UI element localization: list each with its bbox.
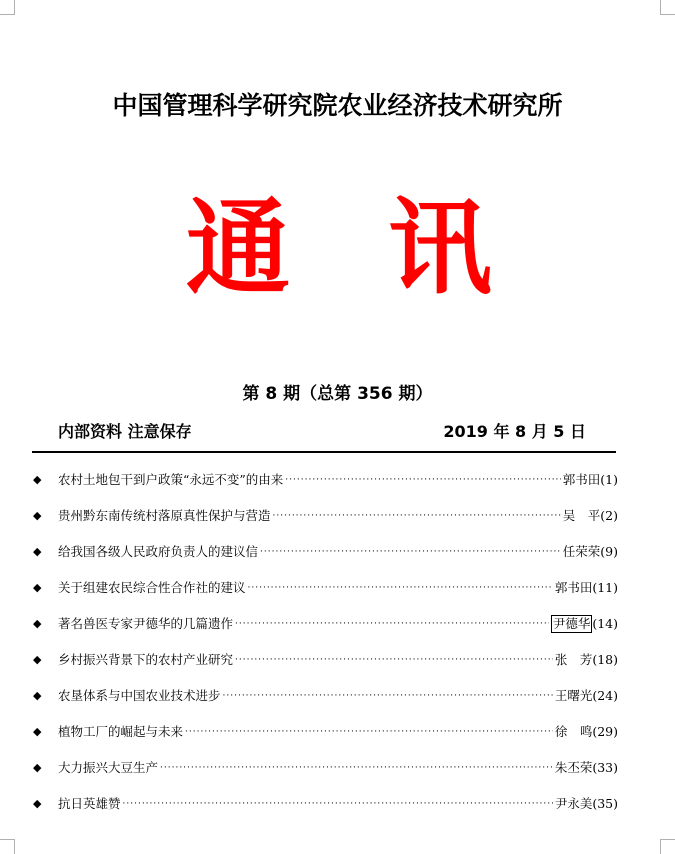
leader-dots [260, 542, 561, 562]
publication-date: 2019 年 8 月 5 日 [443, 422, 586, 441]
toc-item[interactable] [33, 578, 618, 598]
diamond-bullet-icon: ◆ [33, 509, 42, 522]
toc-item[interactable] [33, 686, 618, 706]
crop-mark-top-left [0, 0, 15, 15]
leader-dots [235, 614, 549, 634]
toc-item-page: (1) [600, 472, 618, 487]
toc-item[interactable] [33, 758, 618, 778]
toc-item-title: 著名兽医专家尹德华的几篇遗作 [58, 616, 234, 631]
crop-mark-bottom-left [0, 839, 15, 854]
toc-item-title: 植物工厂的崛起与未来 [58, 724, 184, 739]
toc-item-title: 乡村振兴背景下的农村产业研究 [58, 652, 234, 667]
toc-item[interactable] [33, 470, 618, 490]
diamond-bullet-icon: ◆ [33, 545, 42, 558]
toc-item-author: 任荣荣 [562, 544, 601, 559]
leader-dots [223, 686, 553, 706]
leader-dots [123, 794, 553, 814]
toc-item-title: 农村土地包干到户政策“永远不变”的由来 [58, 472, 284, 487]
toc-item-title: 给我国各级人民政府负责人的建议信 [58, 544, 259, 559]
diamond-bullet-icon: ◆ [33, 617, 42, 630]
crop-mark-top-right [660, 0, 675, 15]
toc-item-author: 吴 平 [562, 508, 601, 523]
leader-dots [248, 578, 553, 598]
toc-item-author: 徐 鸣 [554, 724, 593, 739]
toc-item-page: (29) [592, 724, 618, 739]
diamond-bullet-icon: ◆ [33, 725, 42, 738]
masthead-char-1: 通 [186, 186, 291, 309]
diamond-bullet-icon: ◆ [33, 653, 42, 666]
diamond-bullet-icon: ◆ [33, 761, 42, 774]
toc-item-title: 关于组建农民综合性合作社的建议 [58, 580, 246, 595]
toc-item-page: (2) [600, 508, 618, 523]
toc-item-author: 朱丕荣 [554, 760, 593, 775]
leader-dots [273, 506, 561, 526]
toc-item-page: (24) [592, 688, 618, 703]
leader-dots [285, 470, 560, 490]
leader-dots [160, 758, 553, 778]
leader-dots [185, 722, 553, 742]
toc-item-author-selected[interactable]: 尹德华 [552, 616, 591, 631]
toc-item-author: 张 芳 [554, 652, 593, 667]
toc-item-title: 大力振兴大豆生产 [58, 760, 159, 775]
toc-item[interactable] [33, 722, 618, 742]
diamond-bullet-icon: ◆ [33, 797, 42, 810]
toc-item-author: 王曙光 [554, 688, 593, 703]
diamond-bullet-icon: ◆ [33, 581, 42, 594]
issue-number: 第 8 期（总第 356 期） [242, 384, 433, 404]
meta-row [58, 419, 586, 441]
toc-item-author: 尹永美 [554, 796, 593, 811]
diamond-bullet-icon: ◆ [33, 473, 42, 486]
classification-label: 内部资料 注意保存 [58, 422, 192, 441]
toc-item-title: 农垦体系与中国农业技术进步 [58, 688, 221, 703]
crop-mark-bottom-right [660, 839, 675, 854]
toc-item-author: 郭书田 [554, 580, 593, 595]
toc-item[interactable] [33, 650, 618, 670]
toc-item-page: (35) [592, 796, 618, 811]
toc-item[interactable] [33, 506, 618, 526]
toc-item-page: (9) [600, 544, 618, 559]
masthead [0, 188, 675, 308]
header-divider [32, 451, 616, 453]
toc-item[interactable] [33, 794, 618, 814]
leader-dots [235, 650, 553, 670]
toc-item-title: 贵州黔东南传统村落原真性保护与营造 [58, 508, 271, 523]
diamond-bullet-icon: ◆ [33, 689, 42, 702]
toc-item[interactable] [33, 542, 618, 562]
toc-item-page: (14) [592, 616, 618, 631]
toc-item-author: 郭书田 [562, 472, 601, 487]
organization-title: 中国管理科学研究院农业经济技术研究所 [112, 91, 563, 120]
masthead-char-2: 讯 [388, 186, 493, 309]
toc-item-title: 抗日英雄赞 [58, 796, 121, 811]
toc-item-page: (33) [592, 760, 618, 775]
toc-item-page: (11) [592, 580, 618, 595]
toc-item-page: (18) [592, 652, 618, 667]
toc-item[interactable] [33, 614, 618, 634]
